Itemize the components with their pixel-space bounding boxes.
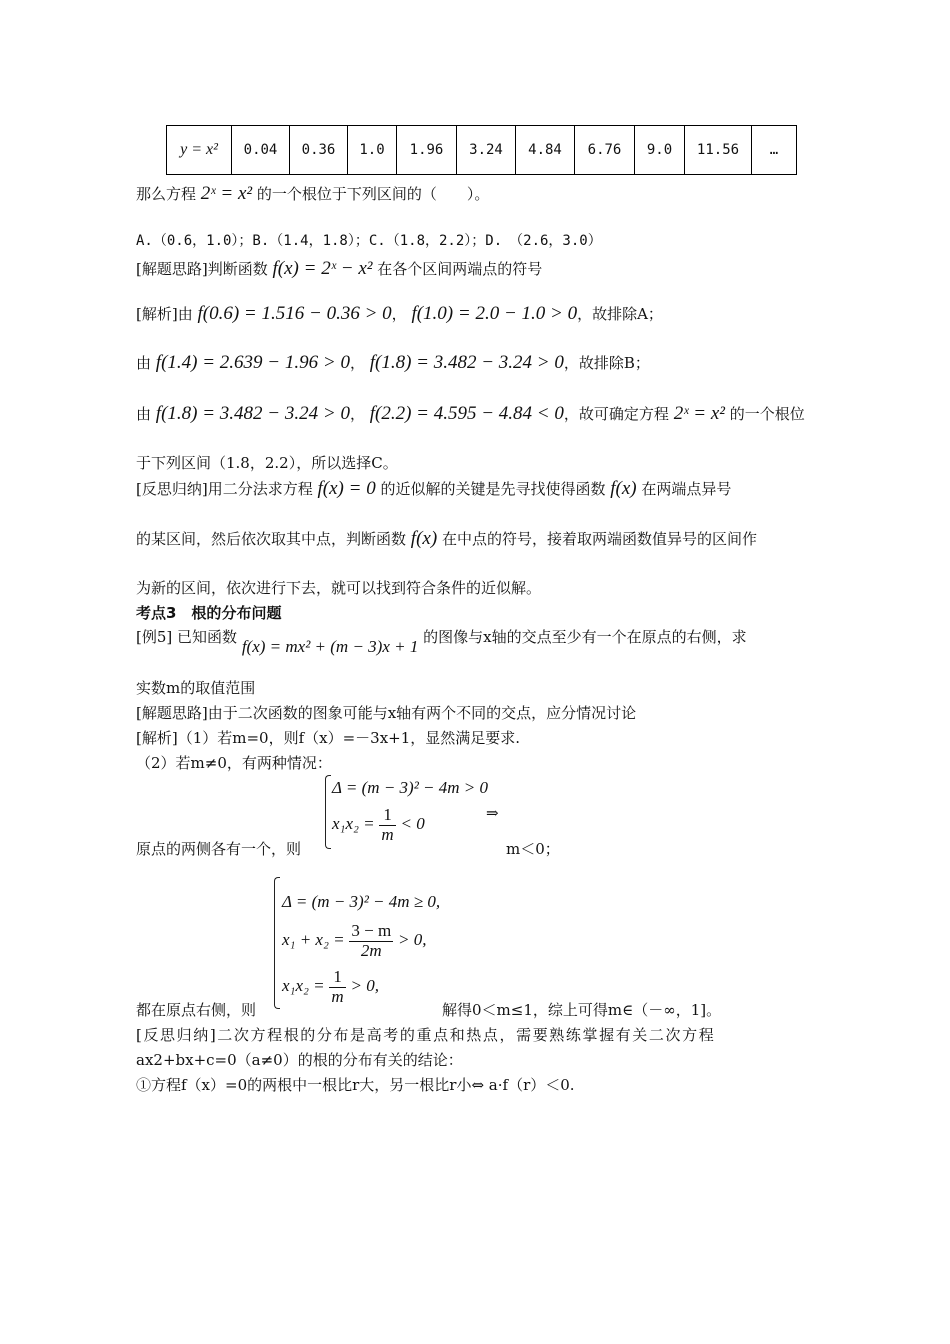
options-line: A.（0.6，1.0）；B.（1.4，1.8）；C.（1.8，2.2）；D. （2.6，3.0）	[136, 233, 602, 249]
fraction: $\frac{3 - m}{2m}$	[351, 921, 392, 960]
analysis2-line-1: [解析]（1）若m=0，则f（x）=－3x+1，显然满足要求.	[136, 729, 521, 747]
think2-line: [解题思路]由于二次函数的图象可能与x轴有两个不同的交点，应分情况讨论	[136, 704, 637, 722]
table-cell: 4.84	[516, 126, 575, 175]
analysis-line-3: 由 f(1.8) = 3.482 − 3.24 > 0， f(2.2) = 4.595 − 4.84 < 0，故可确定方程 2ˣ = x² 的一个根位	[136, 403, 805, 424]
case1-line: 原点的两侧各有一个，则	[136, 840, 302, 858]
fraction: $\frac{1}{m}$	[331, 967, 344, 1006]
fraction: $\frac{1}{m}$	[381, 805, 394, 844]
table-cell: 9.0	[635, 126, 685, 175]
case1-product: x₁x₂ = $\frac{1}{m}$ < 0	[332, 805, 425, 844]
reflect-line-3: 为新的区间，依次进行下去，就可以找到符合条件的近似解。	[136, 579, 542, 597]
analysis-line-4: 于下列区间（1.8，2.2），所以选择C。	[136, 454, 398, 472]
table-cell: 3.24	[457, 126, 516, 175]
think-line: [解题思路]判断函数 f(x) = 2ˣ − x² 在各个区间两端点的符号	[136, 258, 543, 279]
table-cell: 11.56	[685, 126, 752, 175]
question-line: 那么方程 2ˣ = x² 的一个根位于下列区间的（ ）。	[136, 183, 490, 204]
case2-delta: Δ = (m − 3)² − 4m ≥ 0,	[282, 892, 441, 911]
table-header-cell: y = x²	[167, 126, 232, 175]
case2-sum: x₁ + x₂ = $\frac{3 - m}{2m}$ > 0,	[282, 921, 427, 960]
case2-product: x₁x₂ = $\frac{1}{m}$ > 0,	[282, 967, 379, 1006]
analysis-line-1: [解析]由 f(0.6) = 1.516 − 0.36 > 0， f(1.0) = 2.0 − 1.0 > 0，故排除A；	[136, 303, 663, 324]
section-heading: 考点3 根的分布问题	[136, 604, 282, 622]
example-line-1: [例5] 已知函数 f(x) = mx² + (m − 3)x + 1 的图像与x轴的交点至少有一个在原点的右侧，求	[136, 628, 747, 656]
table-cell: 0.04	[232, 126, 290, 175]
example-line-2: 实数m的取值范围	[136, 679, 256, 697]
left-brace	[274, 877, 280, 1009]
value-table	[166, 125, 797, 175]
analysis2-line-2: （2）若m≠0，有两种情况：	[136, 754, 332, 772]
reflect-line-4: [反思归纳]二次方程根的分布是高考的重点和热点，需要熟练掌握有关二次方程	[136, 1026, 716, 1044]
conclusion-line: ①方程f（x）=0的两根中一根比r大，另一根比r小⇔ a·f（r）＜0.	[136, 1076, 575, 1094]
case1-result: m＜0；	[506, 840, 560, 858]
left-brace	[325, 775, 331, 849]
analysis-line-2: 由 f(1.4) = 2.639 − 1.96 > 0， f(1.8) = 3.482 − 3.24 > 0，故排除B；	[136, 352, 650, 373]
table-cell: 0.36	[290, 126, 348, 175]
reflect-line-2: 的某区间，然后依次取其中点，判断函数 f(x) 在中点的符号，接着取两端函数值异号的区间作	[136, 528, 757, 549]
table-cell: 1.96	[397, 126, 457, 175]
implies-arrow: ⇒	[486, 804, 499, 822]
case2-result: 解得0＜m≤1，综上可得m∈（－∞，1]。	[442, 1001, 722, 1019]
case1-delta: Δ = (m − 3)² − 4m > 0	[332, 778, 489, 797]
table-cell: 6.76	[575, 126, 635, 175]
table-cell: 1.0	[348, 126, 397, 175]
reflect-line-5: ax2+bx+c=0（a≠0）的根的分布有关的结论：	[136, 1051, 463, 1069]
table-cell: …	[752, 126, 797, 175]
table-row	[167, 126, 797, 175]
reflect-line-1: [反思归纳]用二分法求方程 f(x) = 0 的近似解的关键是先寻找使得函数 f(x) 在两端点异号	[136, 478, 732, 499]
case2-line: 都在原点右侧，则	[136, 1001, 257, 1019]
